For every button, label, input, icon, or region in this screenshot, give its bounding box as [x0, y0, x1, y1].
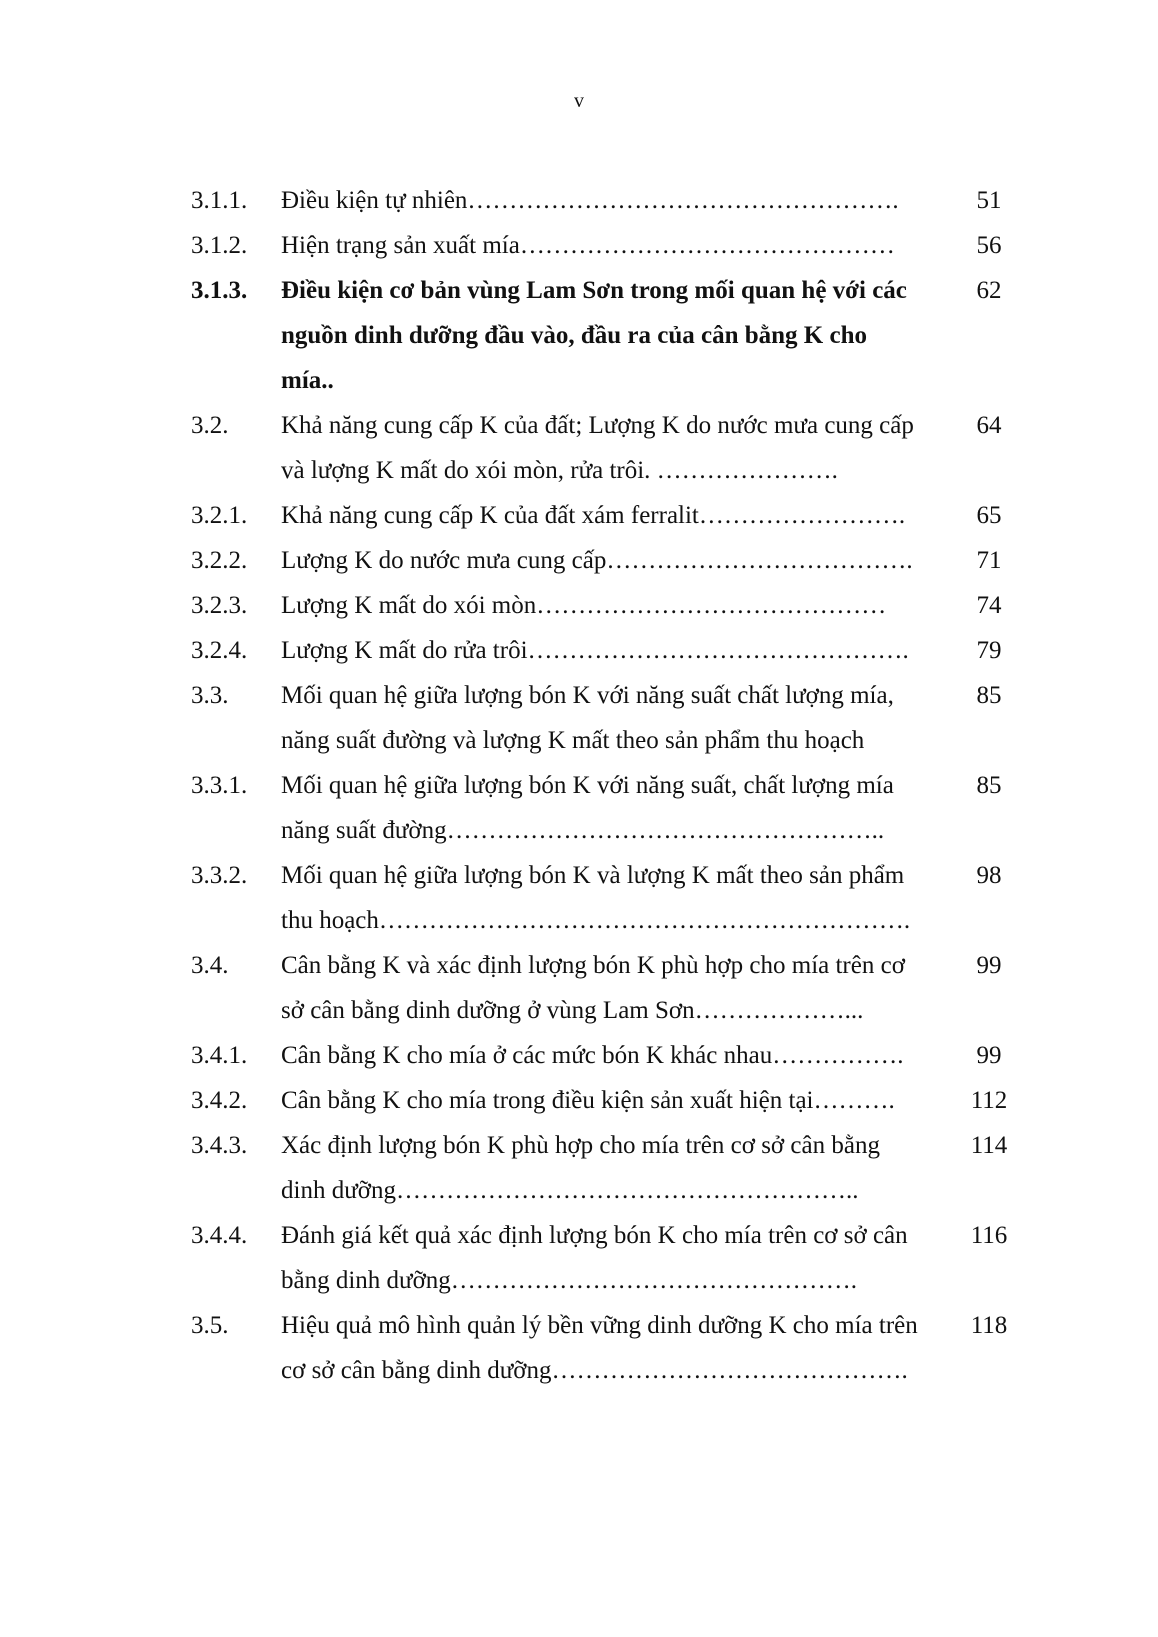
toc-entry-title: Cân bằng K cho mía ở các mức bón K khác nhau……………. [281, 1042, 904, 1069]
toc-entry-3-5 [0, 1303, 1158, 1393]
toc-entry-number: 3.1.2. [191, 232, 248, 259]
toc-entry-3-4-4 [0, 1213, 1158, 1303]
toc-entry-3-2-1 [0, 493, 1158, 538]
toc-entry-number: 3.1.1. [191, 187, 248, 214]
toc-entry-title: Điều kiện cơ bản vùng Lam Sơn trong mối quan hệ với các nguồn dinh dưỡng đầu vào, đầu ra của cân bằng K cho mía.. [281, 277, 907, 394]
toc-entry-number: 3.2. [191, 412, 229, 439]
toc-entry-number: 3.1.3. [191, 277, 248, 304]
toc-entry-number: 3.2.4. [191, 637, 248, 664]
toc-entry-3-2-4 [0, 628, 1158, 673]
toc-entry-3-2-2 [0, 538, 1158, 583]
toc-entry-title: Khả năng cung cấp K của đất xám ferralit……………………. [281, 502, 906, 529]
toc-entry-page: 65 [976, 502, 1002, 529]
toc-entry-number: 3.4.3. [191, 1132, 248, 1159]
toc-entry-title: Cân bằng K cho mía trong điều kiện sản xuất hiện tại………. [281, 1087, 895, 1114]
toc-entry-number: 3.4.2. [191, 1087, 248, 1114]
toc-entry-3-1-2 [0, 223, 1158, 268]
toc-entry-page: 114 [970, 1132, 1008, 1159]
toc-entry-number: 3.3.1. [191, 772, 248, 799]
toc-entry-3-3-2 [0, 853, 1158, 943]
toc-entry-page: 64 [976, 412, 1002, 439]
toc-entry-page: 62 [976, 277, 1002, 304]
toc-entry-title: Điều kiện tự nhiên……………………………………………. [281, 187, 899, 214]
toc-entry-number: 3.3.2. [191, 862, 248, 889]
toc-entry-page: 71 [976, 547, 1002, 574]
toc-entry-title: Mối quan hệ giữa lượng bón K với năng suất, chất lượng mía năng suất đường…………………………………………….. [281, 772, 894, 844]
toc-entry-title: Mối quan hệ giữa lượng bón K với năng suất chất lượng mía, năng suất đường và lượng K mất theo sản phẩm thu hoạch [281, 682, 894, 754]
toc-entry-page: 85 [976, 682, 1002, 709]
toc-entry-3-2-3 [0, 583, 1158, 628]
toc-entry-number: 3.5. [191, 1312, 229, 1339]
toc-entry-page: 51 [976, 187, 1002, 214]
toc-entry-title: Đánh giá kết quả xác định lượng bón K cho mía trên cơ sở cân bằng dinh dưỡng…………………………………………. [281, 1222, 908, 1294]
toc-entry-title: Hiệu quả mô hình quản lý bền vững dinh dưỡng K cho mía trên cơ sở cân bằng dinh dưỡng……………………………………. [281, 1312, 918, 1384]
toc-entry-title: Xác định lượng bón K phù hợp cho mía trên cơ sở cân bằng dinh dưỡng……………………………………………….. [281, 1132, 880, 1204]
toc-entry-page: 99 [976, 952, 1002, 979]
toc-entry-page: 85 [976, 772, 1002, 799]
toc-entry-page: 56 [976, 232, 1002, 259]
toc-entry-title: Khả năng cung cấp K của đất; Lượng K do nước mưa cung cấp và lượng K mất do xói mòn, rửa trôi. …………………. [281, 412, 914, 484]
toc-entry-page: 116 [970, 1222, 1008, 1249]
toc-entry-page: 112 [970, 1087, 1008, 1114]
toc-entry-title: Mối quan hệ giữa lượng bón K và lượng K mất theo sản phẩm thu hoạch………………………………………………………. [281, 862, 911, 934]
toc-entry-3-4-3 [0, 1123, 1158, 1213]
toc-entry-number: 3.4.1. [191, 1042, 248, 1069]
toc-entry-number: 3.2.1. [191, 502, 248, 529]
toc-entry-3-3 [0, 673, 1158, 763]
toc-entry-page: 74 [976, 592, 1002, 619]
page-number: v [574, 90, 584, 112]
table-of-contents [0, 178, 1158, 1393]
toc-entry-3-1-3 [0, 268, 1158, 403]
toc-entry-3-4-2 [0, 1078, 1158, 1123]
toc-entry-number: 3.2.3. [191, 592, 248, 619]
toc-entry-number: 3.4.4. [191, 1222, 248, 1249]
toc-entry-title: Lượng K do nước mưa cung cấp………………………………. [281, 547, 913, 574]
toc-entry-page: 118 [970, 1312, 1008, 1339]
toc-entry-title: Lượng K mất do rửa trôi………………………………………. [281, 637, 909, 664]
toc-entry-page: 79 [976, 637, 1002, 664]
toc-entry-number: 3.2.2. [191, 547, 248, 574]
toc-entry-title: Cân bằng K và xác định lượng bón K phù hợp cho mía trên cơ sở cân bằng dinh dưỡng ở vùng Lam Sơn………………... [281, 952, 905, 1024]
toc-entry-3-4-1 [0, 1033, 1158, 1078]
toc-entry-number: 3.3. [191, 682, 229, 709]
toc-entry-3-4 [0, 943, 1158, 1033]
toc-entry-number: 3.4. [191, 952, 229, 979]
toc-entry-title: Hiện trạng sản xuất mía……………………………………… [281, 232, 895, 259]
toc-entry-3-3-1 [0, 763, 1158, 853]
toc-entry-page: 98 [976, 862, 1002, 889]
toc-entry-3-1-1 [0, 178, 1158, 223]
toc-entry-title: Lượng K mất do xói mòn…………………………………… [281, 592, 887, 619]
toc-entry-3-2 [0, 403, 1158, 493]
toc-entry-page: 99 [976, 1042, 1002, 1069]
